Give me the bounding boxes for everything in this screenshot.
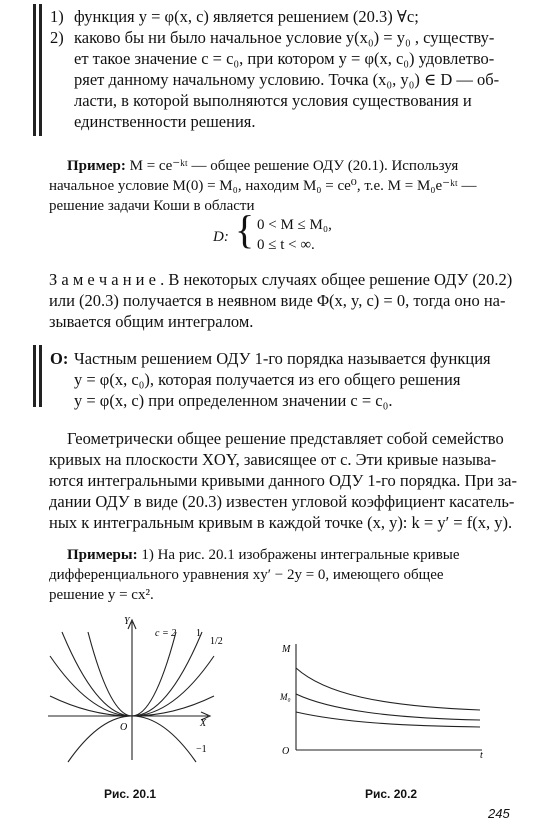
figure-20-1 — [40, 612, 230, 772]
list-item-2-line-2: ет такое значение c = c₀, при котором y = φ(x, c₀) удовлетво- — [74, 49, 495, 68]
example-1-line-2: начальное условие M(0) = M₀, находим M₀ = ce⁰, т.е. M = M₀e⁻ᵏᵗ — — [49, 178, 477, 194]
geometry-line-1: Геометрически общее решение представляет собой семейство — [67, 429, 504, 448]
examples-2-line-1-text: 1) На рис. 20.1 изображены интегральные кривые — [137, 547, 460, 563]
geometry-line-2: кривых на плоскости XOY, зависящее от c. Эти кривые называ- — [49, 450, 497, 469]
remark-line-2: или (20.3) получается в неявном виде Φ(x, y, c) = 0, тогда оно на- — [49, 291, 506, 310]
fig1-label-minus1: −1 — [196, 744, 207, 755]
geometry-line-4: дании ОДУ в виде (20.3) известен угловой коэффициент касатель- — [49, 492, 515, 511]
definition-line-2: y = φ(x, c₀), которая получается из его общего решения — [74, 370, 461, 389]
list-item-1-text: функция y = φ(x, c) является решением (20.3) ∀c; — [74, 7, 419, 26]
fig1-origin-label: O — [120, 722, 128, 733]
domain-line-2: 0 ≤ t < ∞. — [257, 237, 315, 253]
definition-bars — [33, 345, 43, 407]
remark-line-1-text: В некоторых случаях общее решение ОДУ (20.2) — [164, 270, 513, 289]
definition-line-1: Частным решением ОДУ 1-го порядка называется функция — [74, 349, 491, 368]
fig1-label-half: 1/2 — [210, 636, 223, 647]
list-item-2-line-4: ласти, в которой выполняются условия существования и — [74, 91, 472, 110]
fig2-t-label: t — [480, 750, 483, 761]
page-number: 245 — [488, 806, 510, 821]
fig1-caption: Рис. 20.1 — [104, 787, 157, 801]
list-item-2-line-1: каково бы ни было начальное условие y(x₀) = y₀ , существу- — [74, 28, 495, 47]
list-num-1: 1) — [50, 7, 64, 26]
examples-2-label: Примеры: — [67, 547, 138, 563]
fig1-label-1: 1 — [196, 628, 201, 639]
fig1-y-label: Y — [124, 616, 130, 627]
fig2-origin-label: O — [282, 746, 290, 757]
definition-line-3: y = φ(x, c) при определенном значении c = c₀. — [74, 391, 393, 410]
fig1-x-label: X — [200, 718, 207, 729]
definition-label: O: — [50, 349, 69, 368]
remark-label: З а м е ч а н и е . — [49, 270, 165, 289]
fig2-m-label: M — [282, 644, 291, 655]
examples-2-line-3: решение y = cx². — [49, 587, 154, 603]
left-margin-bars — [33, 4, 43, 136]
remark-line-1 — [49, 271, 512, 289]
examples-2-line-1 — [67, 546, 460, 564]
list-item-2-line-3: ряет данному начальному условию. Точка (x₀, y₀) ∈ D — об- — [74, 70, 500, 89]
example-1-label: Пример: — [67, 158, 126, 174]
list-item-2-line-5: единственности решения. — [74, 112, 256, 131]
fig2-m0-label: M₀ — [280, 692, 291, 702]
list-num-2: 2) — [50, 28, 64, 47]
figure-20-2 — [270, 632, 500, 762]
fig2-caption: Рис. 20.2 — [365, 787, 418, 801]
remark-line-3: зывается общим интегралом. — [49, 312, 254, 331]
geometry-line-3: ются интегральными кривыми данного ОДУ 1-го порядка. При за- — [49, 471, 517, 490]
domain-brace: { — [235, 207, 255, 252]
geometry-line-5: ных к интегральным кривым в каждой точке (x, y): k = y′ = f(x, y). — [49, 513, 513, 532]
example-1-line-1 — [67, 157, 458, 175]
domain-line-1: 0 < M ≤ M₀, — [257, 217, 332, 233]
examples-2-line-2: дифференциального уравнения xy′ − 2y = 0, имеющего общее — [49, 567, 444, 583]
example-1-line-1-text: M = ce⁻ᵏᵗ — общее решение ОДУ (20.1). Используя — [125, 158, 459, 174]
domain-label: D: — [213, 229, 229, 245]
fig2-curve-2 — [296, 694, 480, 720]
fig1-label-c2: c = 2 — [155, 628, 177, 639]
example-1-line-3: решение задачи Коши в области — [49, 198, 255, 214]
